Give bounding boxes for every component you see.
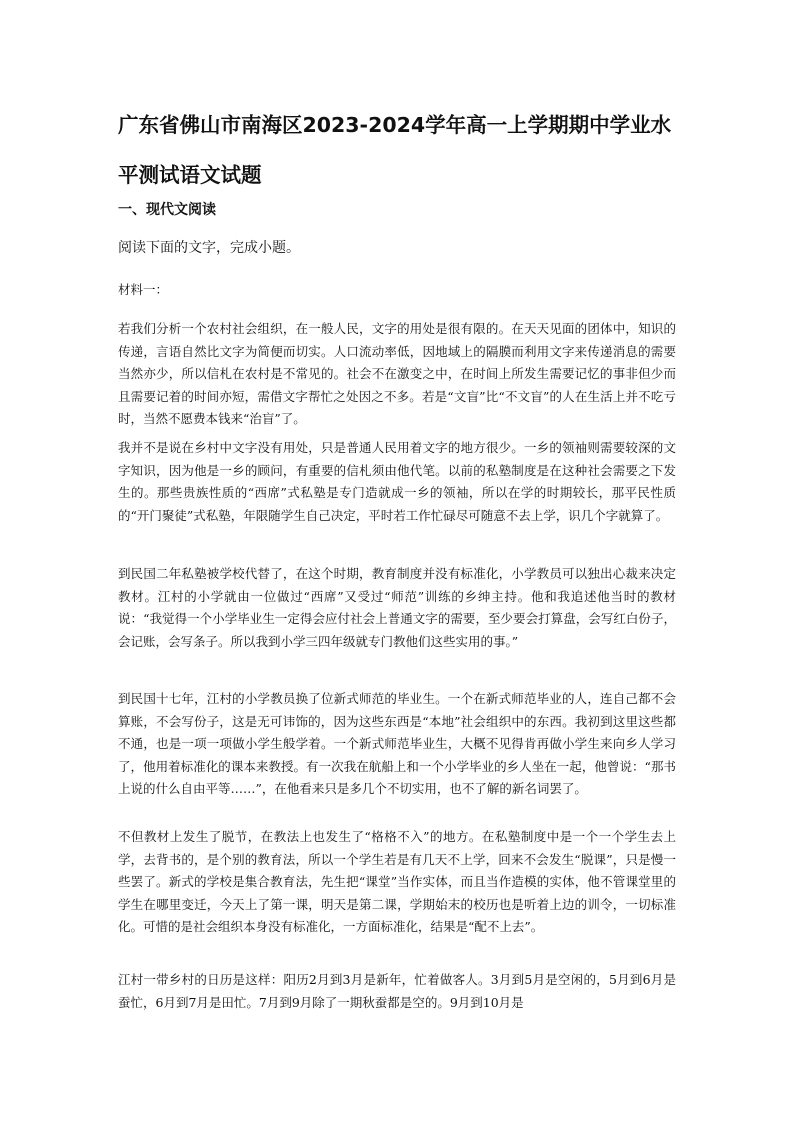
- section-heading: 一、现代文阅读: [118, 202, 216, 218]
- document-title: 广东省佛山市南海区2023-2024学年高一上学期期中学业水平测试语文试题: [118, 113, 672, 187]
- body-paragraph-1: 若我们分析一个农村社会组织，在一般人民，文字的用处是很有限的。在天天见面的团体中，知识的传递，言语自然比文字为简便而切实。人口流动率低，因地域上的隔膜而利用文字来传递消息的需要当然亦少，所以信札在农村是不常见的。社会不在激变之中，在时间上所发生需要记忆的事非但少而且需要记着的时间亦短，需借文字帮忙之处因之不多。若是“文盲”比“不文盲”的人在生活上并不吃亏时，当然不愿费本钱来“治盲”了。: [118, 321, 676, 426]
- body-paragraph-3: 到民国二年私塾被学校代替了，在这个时期，教育制度并没有标准化，小学教员可以独出心裁来决定教材。江村的小学就由一位做过“西席”又受过“师范”训练的乡绅主持。他和我追述他当时的教材说：“我觉得一个小学毕业生一定得会应付社会上普通文字的需要，至少要会打算盘，会写红白份子，会记账，会写条子。所以我到小学三四年级就专门教他们这些实用的事。”: [118, 566, 676, 649]
- body-paragraph-6: 江村一带乡村的日历是这样：阳历2月到3月是新年，忙着做客人。3月到5月是空闲的，5月到6月是蚕忙，6月到7月是田忙。7月到9月除了一期秋蚕都是空的。9月到10月是: [118, 972, 676, 1010]
- body-paragraph-2: 我并不是说在乡村中文字没有用处，只是普通人民用着文字的地方很少。一乡的领袖则需要较深的文字知识，因为他是一乡的顾问，有重要的信札须由他代笔。以前的私塾制度是在这种社会需要之下发生的。那些贵族性质的“西席”式私塾是专门造就成一乡的领袖，所以在学的时期较长，那平民性质的“开门聚徒”式私塾，年限随学生自己决定，平时若工作忙碌尽可随意不去上学，识几个字就算了。: [118, 440, 676, 523]
- body-paragraph-5: 不但教材上发生了脱节，在教法上也发生了“格格不入”的地方。在私塾制度中是一个一个学生去上学，去背书的，是个别的教育法，所以一个学生若是有几天不上学，回来不会发生“脱课”，只是慢一些罢了。新式的学校是集合教育法，先生把“课堂”当作实体，而且当作造模的实体，他不管课堂里的学生在哪里变迁，今天上了第一课，明天是第二课，学期始末的校历也是听着上边的训令，一切标准化。可惜的是社会组织本身没有标准化，一方面标准化，结果是“配不上去”。: [118, 829, 676, 934]
- body-paragraph-4: 到民国十七年，江村的小学教员换了位新式师范的毕业生。一个在新式师范毕业的人，连自己都不会算账，不会写份子，这是无可讳饰的，因为这些东西是“本地”社会组织中的东西。我初到这里这些都不通，也是一项一项做小学生般学着。一个新式师范毕业生，大概不见得肯再做小学生来向乡人学习了，他用着标准化的课本来教授。有一次我在航船上和一个小学毕业的乡人坐在一起，他曾说：“那书上说的什么自由平等……”，在他看来只是多几个不切实用，也不了解的新名词罢了。: [118, 691, 676, 796]
- reading-instruction: 阅读下面的文字，完成小题。: [118, 240, 300, 256]
- material-label: 材料一：: [118, 282, 169, 297]
